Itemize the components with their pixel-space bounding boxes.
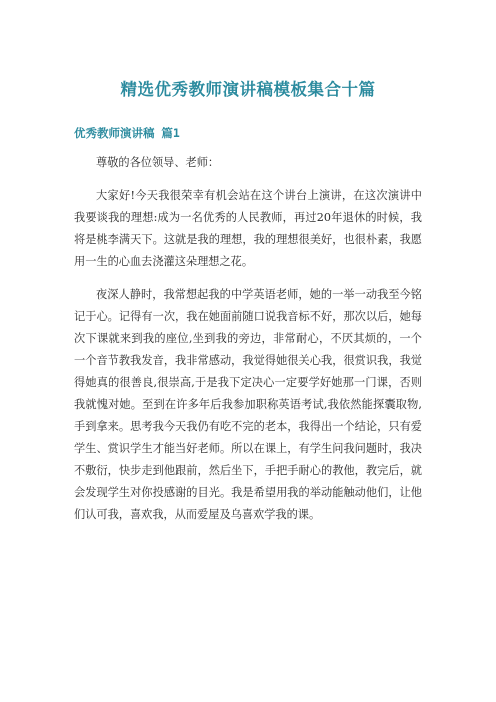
section-heading: 优秀教师演讲稿 篇1 xyxy=(74,126,180,140)
greeting-line: 尊敬的各位领导、老师： xyxy=(96,156,220,169)
paragraph-2: 夜深人静时，我常想起我的中学英语老师，她的一举一动我至今铭记于心。记得有一次，我在她面前随口说我音标不好，那次以后，她每次下课就来到我的座位,坐到我的旁边，非常耐心，不厌其烦的，一个一个音节教我发音，我非常感动，我觉得她很关心我，很赏识我，我觉得她真的很善良,很崇高,于是我下定决心一定要学好她那一门课，否则我就愧对她。至到在许多年后我参加职称英语考试,我依然能探囊取物,手到拿来。思考我今天我仍有吃不完的老本，我得出一个结论，只有爱学生、赏识学生才能当好老师。所以在课上，有学生问我问题时，我决不敷衍，快步走到他跟前，然后坐下，手把手耐心的教他，教完后，就会发现学生对你投感谢的目光。我是希望用我的举动能触动他们，让他们认可我，喜欢我，从而爱屋及乌喜欢学我的课。 xyxy=(74,288,422,521)
document-body xyxy=(74,152,422,537)
paragraph-1: 大家好!今天我很荣幸有机会站在这个讲台上演讲，在这次演讲中我要谈我的理想:成为一名优秀的人民教师，再过20年退休的时候，我将是桃李满天下。这就是我的理想，我的理想很美好，也很朴素，我愿用一生的心血去浇灌这朵理想之花。 xyxy=(74,189,422,268)
document-title: 精选优秀教师演讲稿模板集合十篇 xyxy=(120,80,376,99)
